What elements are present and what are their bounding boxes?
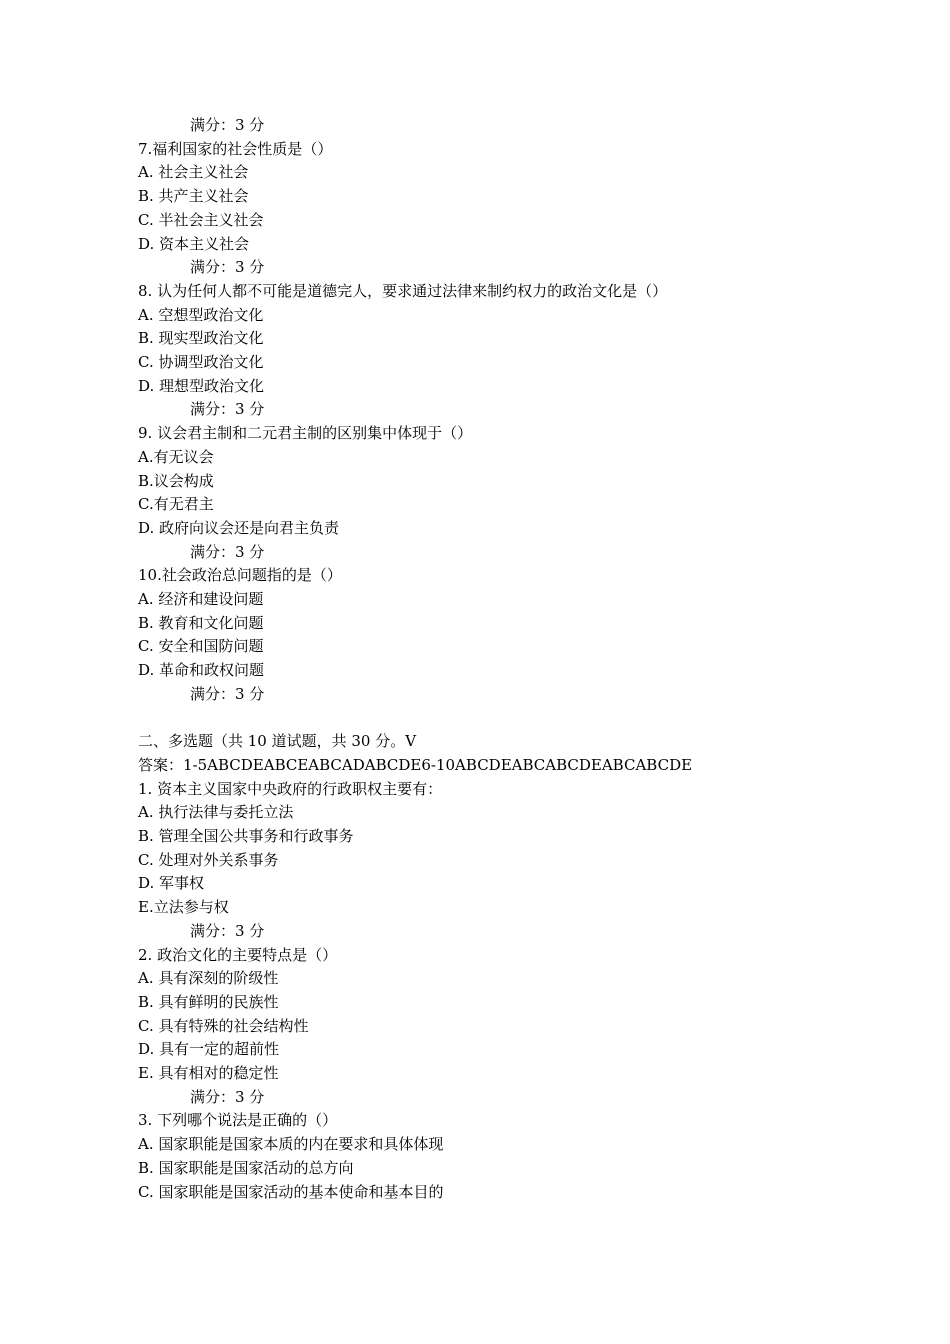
- text-line: B. 共产主义社会: [138, 187, 249, 205]
- score-line: 满分：3 分: [190, 116, 265, 134]
- score-line: 满分：3 分: [190, 400, 265, 418]
- score-line: 满分：3 分: [190, 1088, 265, 1106]
- text-line: A. 经济和建设问题: [138, 590, 264, 608]
- text-line: A. 空想型政治文化: [138, 306, 264, 324]
- text-line: D. 革命和政权问题: [138, 661, 265, 679]
- text-line: 10.社会政治总问题指的是（）: [138, 566, 342, 584]
- text-line: A. 社会主义社会: [138, 163, 249, 181]
- text-line: A.有无议会: [138, 448, 214, 466]
- text-line: C. 安全和国防问题: [138, 637, 264, 655]
- text-line: C. 处理对外关系事务: [138, 851, 279, 869]
- score-line: 满分：3 分: [190, 258, 265, 276]
- text-line: 3. 下列哪个说法是正确的（）: [138, 1111, 338, 1129]
- text-line: E.立法参与权: [138, 898, 229, 916]
- text-line: B. 国家职能是国家活动的总方向: [138, 1159, 354, 1177]
- text-line: 9. 议会君主制和二元君主制的区别集中体现于（）: [138, 424, 473, 442]
- text-line: 1. 资本主义国家中央政府的行政职权主要有：: [138, 780, 443, 798]
- text-line: B. 具有鲜明的民族性: [138, 993, 279, 1011]
- text-line: A. 国家职能是国家本质的内在要求和具体体现: [138, 1135, 444, 1153]
- text-line: D. 军事权: [138, 874, 205, 892]
- text-line: 答案：1-5ABCDEABCEABCADABCDE6-10ABCDEABCABCDEABCABCDE: [138, 756, 693, 774]
- text-line: D. 具有一定的超前性: [138, 1040, 280, 1058]
- text-line: B. 教育和文化问题: [138, 614, 264, 632]
- score-line: 满分：3 分: [190, 685, 265, 703]
- text-line: E. 具有相对的稳定性: [138, 1064, 279, 1082]
- text-line: A. 执行法律与委托立法: [138, 803, 294, 821]
- text-line: D. 政府向议会还是向君主负责: [138, 519, 340, 537]
- text-line: 2. 政治文化的主要特点是（）: [138, 946, 338, 964]
- text-line: C. 协调型政治文化: [138, 353, 264, 371]
- text-line: 7.福利国家的社会性质是（）: [138, 140, 333, 158]
- text-line: C. 具有特殊的社会结构性: [138, 1017, 309, 1035]
- text-line: C.有无君主: [138, 495, 214, 513]
- text-line: C. 半社会主义社会: [138, 211, 264, 229]
- text-line: B. 现实型政治文化: [138, 329, 264, 347]
- text-line: D. 理想型政治文化: [138, 377, 265, 395]
- text-line: C. 国家职能是国家活动的基本使命和基本目的: [138, 1183, 444, 1201]
- text-line: 二、多选题（共 10 道试题，共 30 分。V: [138, 732, 417, 750]
- text-line: B. 管理全国公共事务和行政事务: [138, 827, 354, 845]
- score-line: 满分：3 分: [190, 543, 265, 561]
- text-line: A. 具有深刻的阶级性: [138, 969, 279, 987]
- text-line: B.议会构成: [138, 472, 214, 490]
- text-line: D. 资本主义社会: [138, 235, 250, 253]
- score-line: 满分：3 分: [190, 922, 265, 940]
- text-line: 8. 认为任何人都不可能是道德完人，要求通过法律来制约权力的政治文化是（）: [138, 282, 668, 300]
